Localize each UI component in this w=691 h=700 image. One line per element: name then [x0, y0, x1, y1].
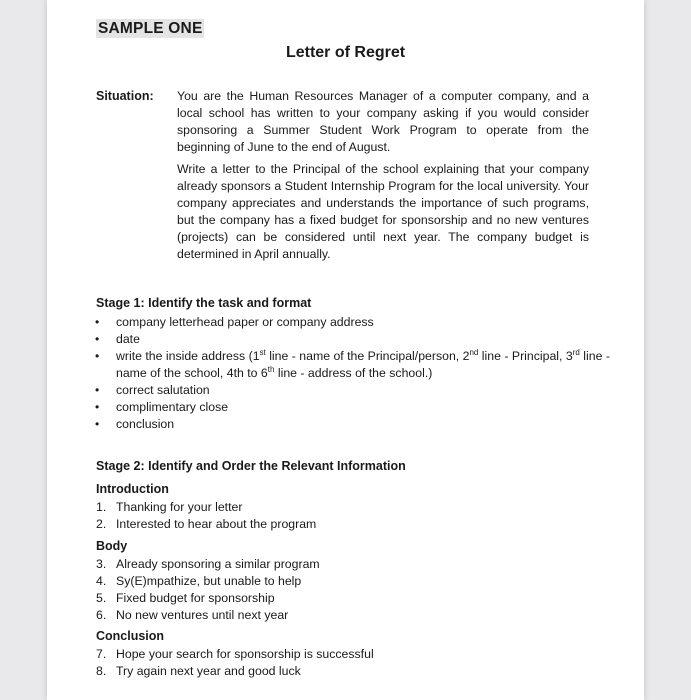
item-number: 8.	[96, 664, 107, 678]
list-item	[96, 499, 596, 516]
item-number: 1.	[96, 500, 107, 514]
introduction-heading: Introduction	[96, 482, 169, 496]
item-number: 2.	[96, 517, 107, 531]
list-item-address	[95, 348, 620, 382]
list-item-text: conclusion	[116, 417, 175, 431]
conclusion-list	[96, 646, 596, 680]
item-number: 6.	[96, 608, 107, 622]
address-text-part2: line - name of the Principal/person, 2	[265, 349, 470, 363]
address-text-part1: write the inside address (1	[116, 349, 260, 363]
item-number: 7.	[96, 647, 107, 661]
situation-paragraph-2: Write a letter to the Principal of the school explaining that your company already sponsors a Student Internship Program for the local university. Your company appreciates and understands the importance of such programs, but the company has a fixed budget for sponsorship and no new ventures (projects) can be considered until next year. The company budget is determined in April annually.	[177, 162, 589, 261]
list-item	[95, 331, 620, 348]
list-item-text: No new ventures until next year	[116, 608, 289, 622]
list-item	[95, 399, 620, 416]
document-page	[47, 0, 644, 700]
list-item-text: Thanking for your letter	[116, 500, 243, 514]
bullet-icon: •	[95, 315, 100, 329]
address-text-part5: line - address of the school.)	[274, 366, 433, 380]
sup-th: th	[267, 364, 275, 374]
list-item	[96, 516, 596, 533]
body-list	[96, 556, 596, 624]
list-item	[96, 663, 596, 680]
bullet-icon: •	[95, 417, 100, 431]
item-number: 3.	[96, 557, 107, 571]
list-item-text: company letterhead paper or company address	[116, 315, 374, 329]
list-item-text: Sy(E)mpathize, but unable to help	[116, 574, 302, 588]
item-number: 5.	[96, 591, 107, 605]
list-item	[95, 314, 620, 331]
sample-label: SAMPLE ONE	[98, 20, 203, 37]
list-item-text: date	[116, 332, 140, 346]
list-item	[96, 646, 596, 663]
body-heading: Body	[96, 539, 128, 553]
introduction-list	[96, 499, 596, 533]
list-item	[96, 607, 596, 624]
list-item-text: Try again next year and good luck	[116, 664, 301, 678]
bullet-icon: •	[95, 349, 100, 363]
sup-st: st	[259, 347, 266, 357]
bullet-icon: •	[95, 400, 100, 414]
list-item-text: Already sponsoring a similar program	[116, 557, 320, 571]
list-item-text: Interested to hear about the program	[116, 517, 317, 531]
item-number: 4.	[96, 574, 107, 588]
situation-label: Situation:	[96, 89, 154, 103]
bullet-icon: •	[95, 383, 100, 397]
list-item-text: complimentary close	[116, 400, 229, 414]
list-item	[95, 382, 620, 399]
list-item-text: correct salutation	[116, 383, 210, 397]
list-item	[95, 416, 620, 433]
list-item	[96, 556, 596, 573]
conclusion-heading: Conclusion	[96, 629, 165, 643]
list-item	[96, 590, 596, 607]
sup-rd: rd	[572, 347, 580, 357]
address-text-part3: line - Principal, 3	[478, 349, 573, 363]
list-item-text: Fixed budget for sponsorship	[116, 591, 275, 605]
address-text-part4: line - name of the school, 4th to 6	[116, 349, 610, 380]
sup-nd: nd	[469, 347, 479, 357]
stage1-heading: Stage 1: Identify the task and format	[96, 296, 312, 310]
document-title: Letter of Regret	[285, 44, 406, 61]
stage1-bullet-list	[95, 314, 620, 433]
stage2-heading: Stage 2: Identify and Order the Relevant Information	[96, 459, 406, 473]
situation-paragraph-1: You are the Human Resources Manager of a computer company, and a local school has written to your company asking if you would consider sponsoring a Summer Student Work Program to operate from the beginning of June to the end of August.	[177, 89, 589, 154]
list-item	[96, 573, 596, 590]
bullet-icon: •	[95, 332, 100, 346]
list-item-text: Hope your search for sponsorship is successful	[116, 647, 374, 661]
